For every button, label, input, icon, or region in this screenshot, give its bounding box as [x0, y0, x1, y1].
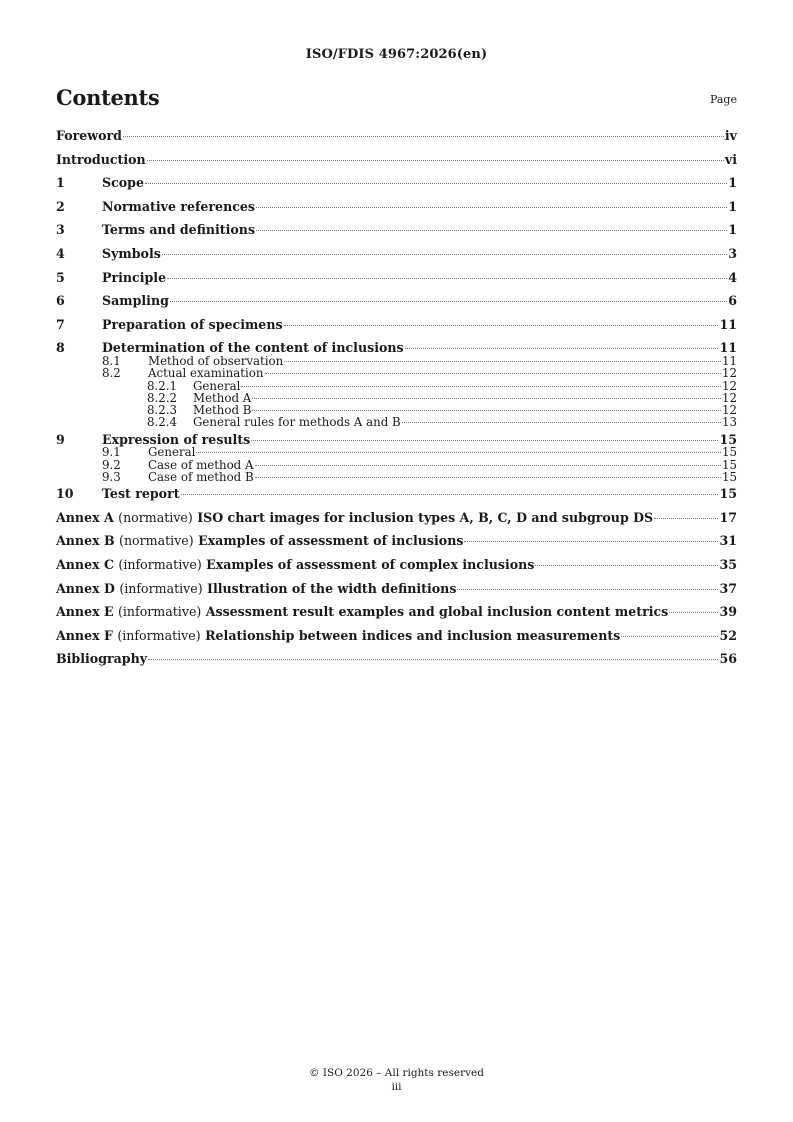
toc-entry-test-report[interactable]: [56, 486, 737, 510]
toc-entry-page: 52: [719, 627, 737, 643]
toc-entry-page: 13: [721, 415, 737, 430]
annex-label: Annex B: [56, 533, 115, 549]
toc-entry-normative-references[interactable]: [56, 199, 737, 223]
annex-label: Annex E: [56, 604, 114, 620]
toc-entry-title: Actual examination: [148, 366, 264, 381]
dot-leader: [669, 612, 718, 613]
toc-entry-title: Method A: [193, 390, 252, 405]
dot-leader: [457, 589, 718, 590]
dot-leader: [147, 160, 724, 161]
toc-entry-title: Case of method B: [148, 469, 254, 484]
toc-entry-sampling[interactable]: [56, 293, 737, 317]
dot-leader: [255, 477, 721, 478]
dot-leader: [145, 183, 727, 184]
toc-entry-title: Normative references: [102, 198, 256, 214]
page-footer: [0, 1066, 793, 1094]
toc-entry-title: Examples of assessment of inclusions: [198, 533, 464, 549]
toc-entry-scope[interactable]: [56, 175, 737, 199]
toc-entry-number: 8.2: [102, 366, 121, 381]
dot-leader: [405, 348, 719, 349]
dot-leader: [252, 410, 721, 411]
toc-entry-title: Symbols: [102, 245, 161, 261]
toc-entry-number: 1: [56, 175, 65, 191]
toc-entry-page: 11: [721, 353, 737, 368]
annex-label: Annex D: [56, 580, 115, 596]
annex-kind: (informative): [118, 556, 202, 572]
toc-entry-page: 15: [719, 431, 737, 447]
toc-entry-number: 5: [56, 269, 65, 285]
toc-entry-annex-f[interactable]: [56, 628, 737, 652]
toc-entry-number: 6: [56, 293, 65, 309]
toc-entry-title: General rules for methods A and B: [193, 415, 401, 430]
toc-entry-annex-d[interactable]: [56, 581, 737, 605]
toc-entry-page: 12: [721, 403, 737, 418]
toc-entry-foreword[interactable]: [56, 128, 737, 152]
toc-entry-title: Preparation of specimens: [102, 316, 283, 332]
toc-entry-title: ISO chart images for inclusion types A, B, C, D and subgroup DS: [197, 509, 654, 525]
toc-entry-page: vi: [724, 151, 737, 167]
toc-entry-title: Expression of results: [102, 431, 251, 447]
dot-leader: [464, 541, 718, 542]
toc-subentry-9-3[interactable]: [56, 471, 737, 483]
toc-entry-preparation-of-specimens[interactable]: [56, 317, 737, 341]
toc-entry-page: 15: [721, 469, 737, 484]
toc-entry-number: 8: [56, 340, 65, 356]
dot-leader: [148, 659, 718, 660]
toc-entry-page: 15: [721, 445, 737, 460]
toc-entry-title: Bibliography: [56, 651, 148, 667]
toc-entry-number: 4: [56, 245, 65, 261]
toc-entry-title: Method B: [193, 403, 252, 418]
toc-entry-number: 8.2.2: [147, 390, 178, 405]
toc-entry-title: Relationship between indices and inclusion measurements: [205, 627, 621, 643]
page-number: iii: [391, 1081, 402, 1093]
toc-entry-title: Assessment result examples and global inclusion content metrics: [205, 604, 669, 620]
document-header: ISO/FDIS 4967:2026(en): [305, 47, 488, 62]
toc-entry-page: 31: [719, 533, 737, 549]
toc-entry-introduction[interactable]: [56, 152, 737, 176]
toc-entry-title: Principle: [102, 269, 167, 285]
table-of-contents: [56, 128, 737, 675]
toc-entry-bibliography[interactable]: [56, 651, 737, 675]
dot-leader: [167, 278, 727, 279]
toc-entry-title: Terms and definitions: [102, 222, 256, 238]
dot-leader: [252, 398, 721, 399]
toc-entry-page: 1: [728, 222, 737, 238]
dot-leader: [162, 254, 727, 255]
dot-leader: [170, 301, 727, 302]
toc-entry-number: 8.2.4: [147, 415, 178, 430]
annex-kind: (informative): [117, 604, 202, 620]
toc-entry-page: 35: [719, 556, 737, 572]
annex-kind: (informative): [117, 627, 201, 643]
toc-entry-page: 11: [719, 340, 737, 356]
toc-entry-page: 37: [719, 580, 737, 596]
toc-entry-page: 12: [721, 378, 737, 393]
toc-entry-title: Introduction: [56, 151, 146, 167]
toc-entry-number: 8.2.1: [147, 378, 178, 393]
page-column-label: Page: [709, 93, 737, 106]
toc-entry-number: 9: [56, 431, 65, 447]
toc-entry-title: Illustration of the width definitions: [207, 580, 457, 596]
annex-label: Annex F: [56, 627, 113, 643]
toc-entry-symbols[interactable]: [56, 246, 737, 270]
toc-entry-number: 9.1: [102, 445, 121, 460]
toc-entry-annex-a[interactable]: [56, 510, 737, 534]
toc-entry-page: 1: [728, 198, 737, 214]
toc-entry-page: 1: [728, 175, 737, 191]
dot-leader: [256, 230, 727, 231]
toc-entry-annex-b[interactable]: [56, 533, 737, 557]
dot-leader: [251, 440, 718, 441]
toc-entry-title: General: [148, 445, 196, 460]
dot-leader: [255, 465, 721, 466]
dot-leader: [284, 325, 719, 326]
toc-entry-page: 12: [721, 390, 737, 405]
dot-leader: [123, 136, 724, 137]
annex-label: Annex A: [56, 509, 114, 525]
dot-leader: [402, 422, 721, 423]
toc-entry-number: 10: [56, 486, 74, 502]
toc-entry-number: 2: [56, 198, 65, 214]
toc-entry-page: 4: [728, 269, 737, 285]
dot-leader: [196, 452, 721, 453]
toc-entry-title: Examples of assessment of complex inclusions: [206, 556, 535, 572]
copyright-notice: © ISO 2026 – All rights reserved: [309, 1067, 484, 1079]
toc-entry-annex-c[interactable]: [56, 557, 737, 581]
annex-kind: (normative): [118, 509, 193, 525]
toc-entry-title: General: [193, 378, 241, 393]
annex-kind: (normative): [119, 533, 194, 549]
toc-entry-title: Case of method A: [148, 457, 254, 472]
toc-entry-number: 8.1: [102, 353, 121, 368]
toc-entry-page: 6: [728, 293, 737, 309]
dot-leader: [621, 636, 718, 637]
dot-leader: [241, 386, 721, 387]
toc-subentry-8-2[interactable]: [56, 367, 737, 379]
toc-entry-page: 15: [719, 486, 737, 502]
toc-entry-title: Method of observation: [148, 353, 284, 368]
toc-entry-page: 56: [719, 651, 737, 667]
toc-entry-title: Foreword: [56, 128, 122, 143]
dot-leader: [265, 373, 721, 374]
toc-entry-annex-e[interactable]: [56, 604, 737, 628]
toc-entry-page: 11: [719, 316, 737, 332]
dot-leader: [284, 361, 721, 362]
toc-entry-number: 3: [56, 222, 65, 238]
toc-entry-page: 39: [719, 604, 737, 620]
page-title: Contents: [56, 85, 160, 110]
dot-leader: [654, 518, 718, 519]
toc-subentry-8-2-1[interactable]: [56, 380, 737, 392]
toc-entry-page: 3: [728, 245, 737, 261]
toc-subentry-9-1[interactable]: [56, 446, 737, 458]
dot-leader: [256, 207, 727, 208]
contents-heading-bar: [56, 85, 737, 111]
toc-subentry-8-2-4[interactable]: [56, 416, 737, 428]
toc-entry-title: Sampling: [102, 293, 169, 309]
toc-entry-terms-and-definitions[interactable]: [56, 222, 737, 246]
toc-entry-page: 15: [721, 457, 737, 472]
toc-entry-number: 9.2: [102, 457, 121, 472]
toc-entry-title: Determination of the content of inclusions: [102, 340, 404, 356]
annex-kind: (informative): [119, 580, 203, 596]
toc-entry-page: 17: [719, 509, 737, 525]
toc-entry-page: iv: [724, 128, 737, 143]
toc-entry-number: 7: [56, 316, 65, 332]
toc-entry-title: Test report: [102, 486, 180, 502]
toc-entry-principle[interactable]: [56, 270, 737, 294]
toc-entry-number: 9.3: [102, 469, 121, 484]
toc-entry-page: 12: [721, 366, 737, 381]
toc-entry-title: Scope: [102, 175, 144, 191]
toc-entry-number: 8.2.3: [147, 403, 178, 418]
dot-leader: [535, 565, 718, 566]
annex-label: Annex C: [56, 556, 115, 572]
dot-leader: [181, 494, 719, 495]
